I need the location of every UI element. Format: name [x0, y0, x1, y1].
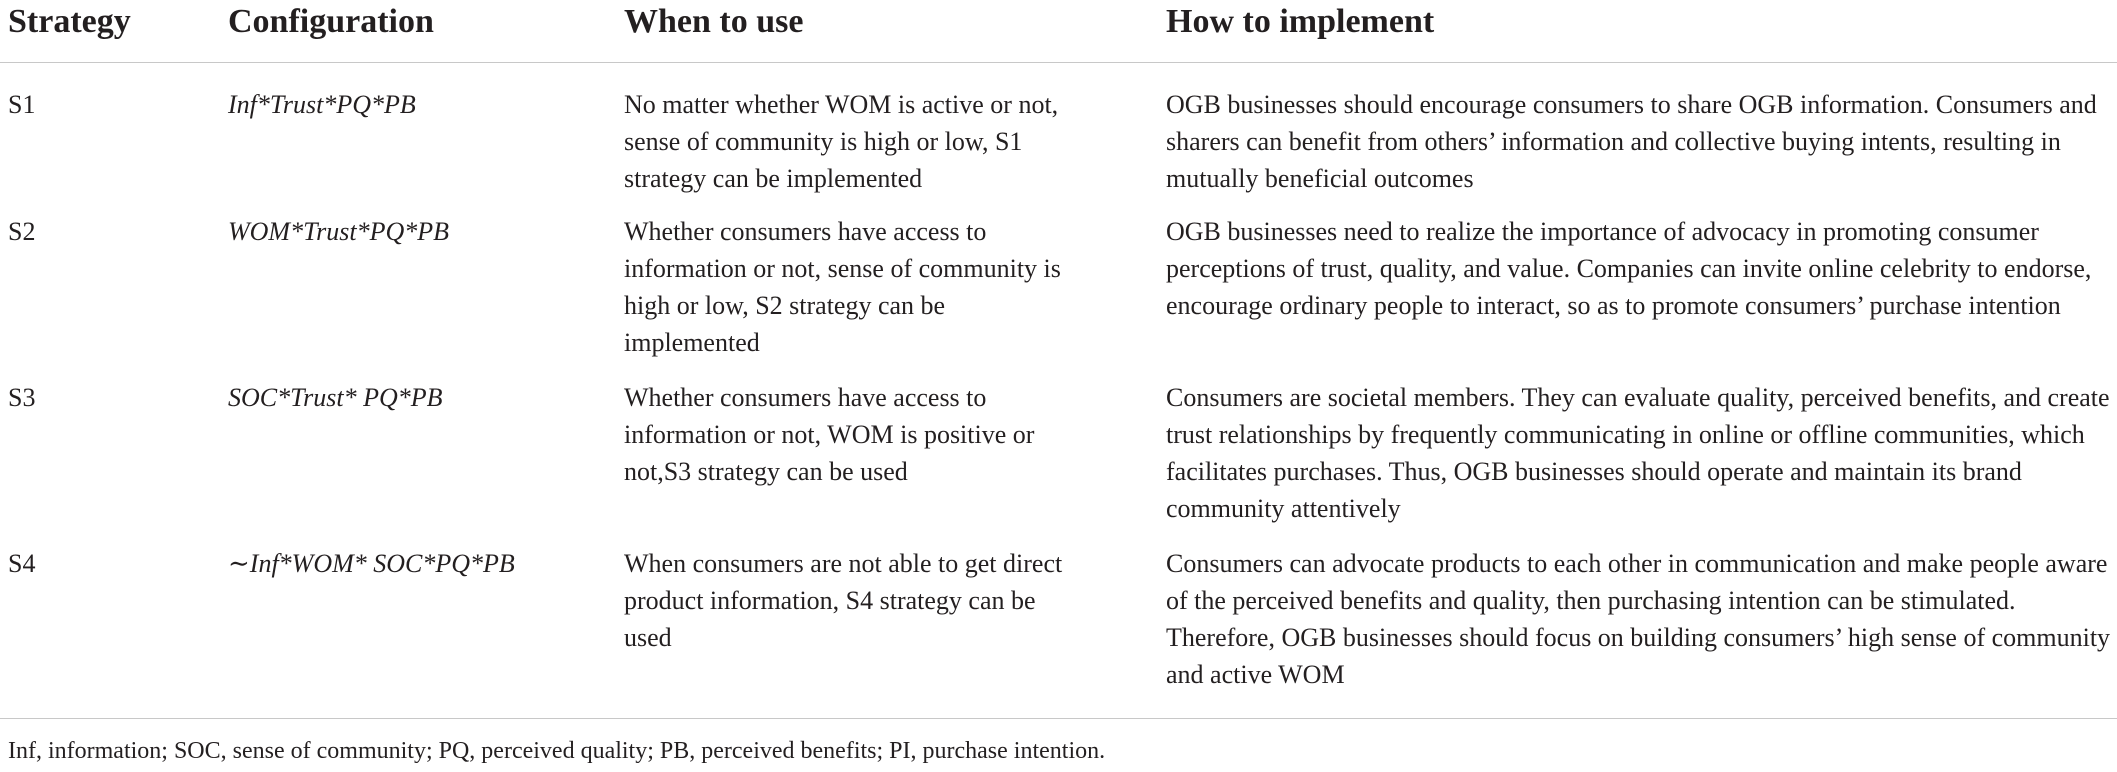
header-strategy: Strategy [8, 3, 131, 40]
cell-when-to-use: When consumers are not able to get direct product information, S4 strategy can be used [624, 549, 1063, 652]
cell-configuration: SOC*Trust* PQ*PB [228, 383, 443, 412]
header-configuration: Configuration [228, 3, 434, 40]
cell-how-to-implement: Consumers are societal members. They can evaluate quality, perceived benefits, and create trust relationships by frequently communicating in online or offline communities, which facilitates purchases. Thus, OGB businesses should operate and maintain its brand community attentively [1166, 383, 2110, 523]
table-header [0, 0, 2117, 62]
table-footnote: Inf, information; SOC, sense of community; PQ, perceived quality; PB, perceived benefits; PI, purchase intention. [8, 738, 1106, 764]
header-divider [0, 62, 2117, 63]
cell-when-to-use: Whether consumers have access to information or not, sense of community is high or low, S2 strategy can be implemented [624, 217, 1061, 357]
cell-configuration: WOM*Trust*PQ*PB [228, 217, 449, 246]
cell-configuration: ∼Inf*WOM* SOC*PQ*PB [228, 549, 515, 578]
cell-how-to-implement: OGB businesses need to realize the importance of advocacy in promoting consumer perceptions of trust, quality, and value. Companies can invite online celebrity to endorse, encourage ordinary people to interact, so as to promote consumers’ purchase intention [1166, 217, 2092, 320]
cell-strategy: S2 [8, 217, 36, 246]
cell-strategy: S3 [8, 383, 36, 412]
header-when-to-use: When to use [624, 3, 804, 40]
cell-how-to-implement: Consumers can advocate products to each other in communication and make people aware of the perceived benefits and quality, then purchasing intention can be stimulated. Therefore, OGB businesses should focus on building consumers’ high sense of community and active WOM [1166, 549, 2111, 689]
cell-when-to-use: No matter whether WOM is active or not, sense of community is high or low, S1 strategy can be implemented [624, 90, 1059, 193]
cell-strategy: S1 [8, 90, 36, 119]
cell-how-to-implement: OGB businesses should encourage consumers to share OGB information. Consumers and sharers can benefit from others’ information and collective buying intents, resulting in mutually beneficial outcomes [1166, 90, 2097, 193]
cell-configuration: Inf*Trust*PQ*PB [228, 90, 416, 119]
cell-when-to-use: Whether consumers have access to information or not, WOM is positive or not,S3 strategy can be used [624, 383, 1035, 486]
header-how-to-implement: How to implement [1166, 3, 1435, 40]
table-bottom-divider [0, 718, 2117, 719]
cell-strategy: S4 [8, 549, 36, 578]
